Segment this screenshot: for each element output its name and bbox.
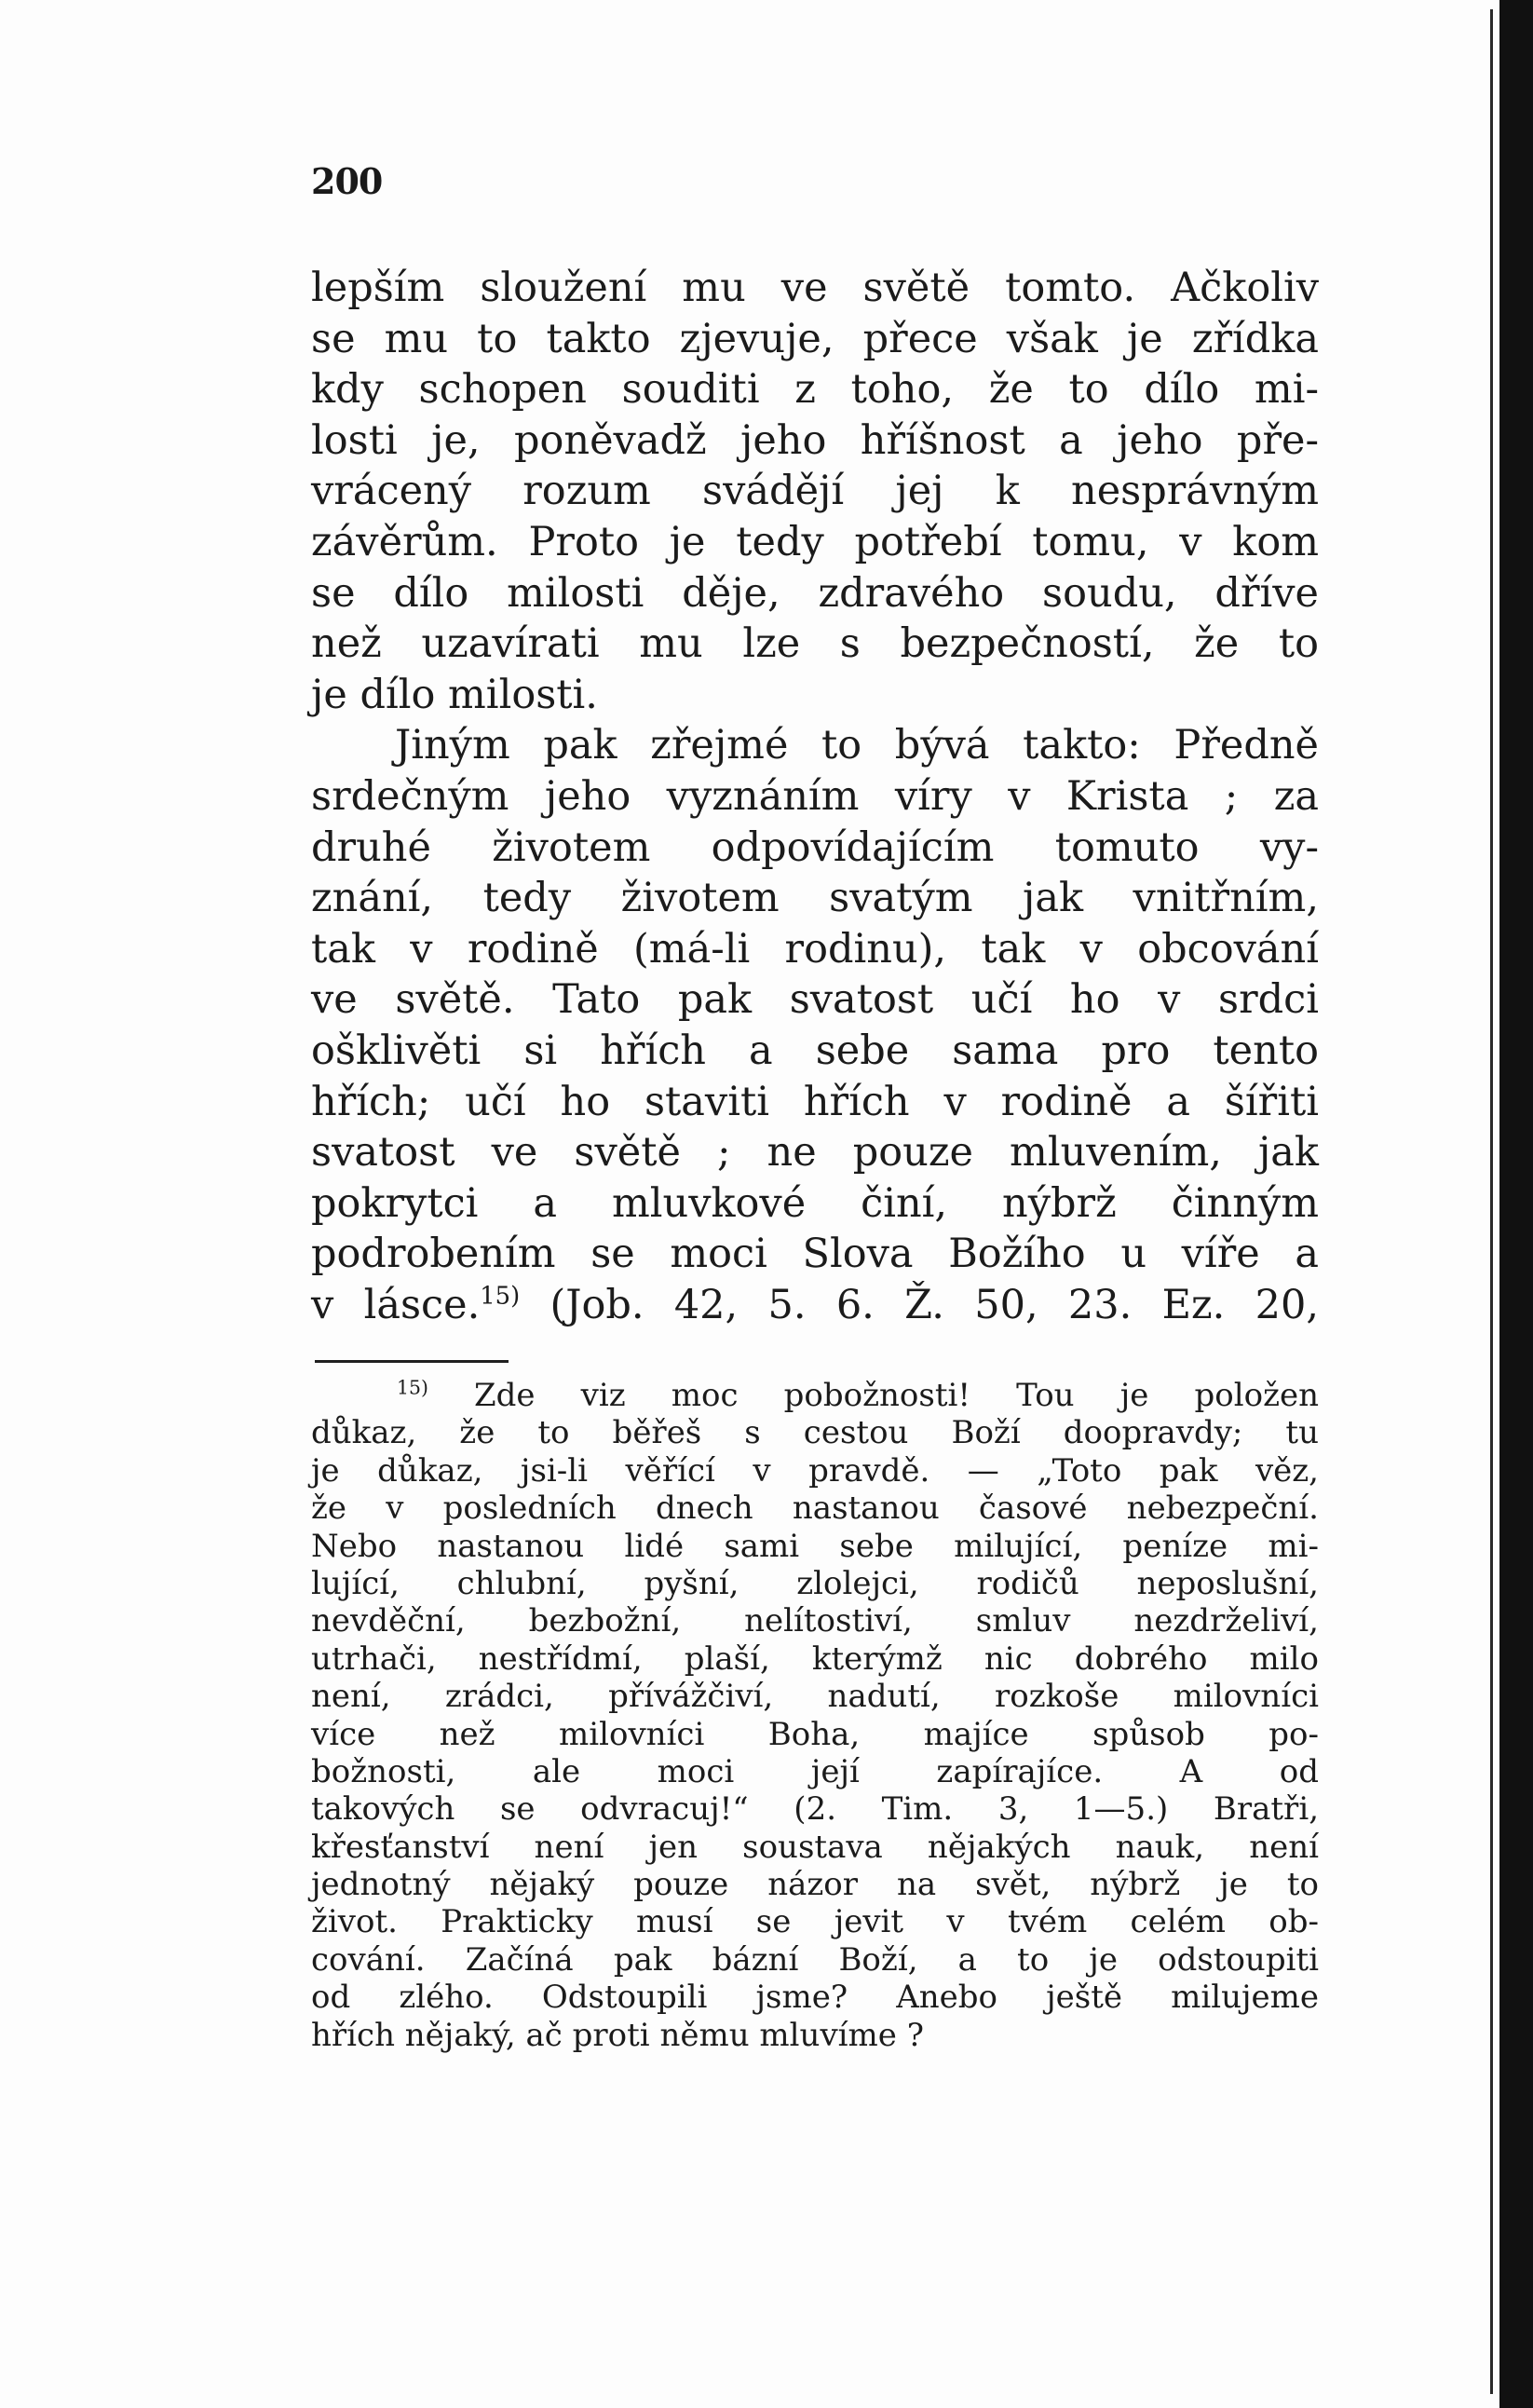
- text-line: se mu to takto zjevuje, přece však je zřídka: [311, 315, 1319, 362]
- footnote: [311, 1377, 1319, 2054]
- footnote-line: Nebo nastanou lidé sami sebe milující, peníze mi-: [311, 1527, 1319, 1565]
- text-line-with-footnote-ref: [311, 1280, 1319, 1331]
- text-line: svatost ve světě ; ne pouze mluvením, jak: [311, 1129, 1319, 1177]
- text-line: pokrytci a mluvkové činí, nýbrž činným: [311, 1179, 1319, 1227]
- footnote-line: nevděční, bezbožní, nelítostiví, smluv nezdrželiví,: [311, 1602, 1319, 1640]
- text-line: než uzavírati mu lze s bezpečností, že to: [311, 620, 1319, 668]
- footnote-line: důkaz, že to běřeš s cestou Boží doopravdy; tu: [311, 1414, 1319, 1452]
- text-line: Jiným pak zřejmé to bývá takto: Předně: [395, 722, 1319, 769]
- footnote-line: je důkaz, jsi-li věřící v pravdě. — „Toto pak věz,: [311, 1451, 1319, 1490]
- footnote-line: život. Prakticky musí se jevit v tvém celém ob-: [311, 1903, 1319, 1941]
- footnote-line: [311, 1377, 1319, 1414]
- text-fragment: v lásce.: [311, 1281, 481, 1328]
- text-fragment: (Job. 42, 5. 6. Ž. 50, 23. Ez. 20,: [549, 1281, 1319, 1328]
- text-line: se dílo milosti děje, zdravého soudu, dříve: [311, 569, 1319, 617]
- text-line: ošklivěti si hřích a sebe sama pro tento: [311, 1027, 1319, 1074]
- text-line: závěrům. Proto je tedy potřebí tomu, v kom: [311, 518, 1319, 565]
- footnote-line: lující, chlubní, pyšní, zlolejci, rodičů neposlušní,: [311, 1564, 1319, 1602]
- text-line: kdy schopen souditi z toho, že to dílo mi-: [311, 366, 1319, 414]
- footnote-line: že v posledních dnech nastanou časové nebezpeční.: [311, 1490, 1319, 1528]
- footnote-line: od zlého. Odstoupili jsme? Anebo ještě milujeme: [311, 1979, 1319, 2017]
- footnote-line: cování. Začíná pak bázní Boží, a to je odstoupiti: [311, 1940, 1319, 1979]
- text-line: podrobením se moci Slova Božího u víře a: [311, 1231, 1319, 1278]
- footnote-line: není, zrádci, přívážčiví, nadutí, rozkoše milovníci: [311, 1678, 1319, 1716]
- scan-edge-shadow: [1499, 0, 1533, 2408]
- text-line: vrácený rozum svádějí jej k nesprávným: [311, 468, 1319, 515]
- footnote-line: více než milovníci Boha, majíce spůsob po-: [311, 1715, 1319, 1753]
- text-line: je dílo milosti.: [311, 671, 598, 718]
- text-line: hřích; učí ho staviti hřích v rodině a šířiti: [311, 1078, 1319, 1125]
- text-fragment: Zde viz moc pobožnosti! Tou je položen: [474, 1377, 1319, 1414]
- footnote-line: božnosti, ale moci její zapírajíce. A od: [311, 1752, 1319, 1790]
- page-number: 200: [311, 160, 383, 202]
- footnote-line: utrhači, nestřídmí, plaší, kterýmž nic dobrého milo: [311, 1639, 1319, 1678]
- text-line: druhé životem odpovídajícím tomuto vy-: [311, 823, 1319, 871]
- footnote-line: hřích nějaký, ač proti němu mluvíme ?: [311, 2016, 924, 2054]
- text-line: ve světě. Tato pak svatost učí ho v srdci: [311, 976, 1319, 1024]
- text-line: lepším sloužení mu ve světě tomto. Ačkoliv: [311, 265, 1319, 311]
- text-line: losti je, poněvadž jeho hříšnost a jeho pře-: [311, 416, 1319, 464]
- footnote-line: takových se odvracuj!“ (2. Tim. 3, 1—5.) Bratři,: [311, 1790, 1319, 1829]
- text-line: tak v rodině (má-li rodinu), tak v obcování: [311, 925, 1319, 973]
- footnote-line: jednotný nějaký pouze názor na svět, nýbrž je to: [311, 1866, 1319, 1904]
- footnote-reference: 15): [480, 1282, 521, 1311]
- footnote-divider: [315, 1360, 509, 1363]
- footnote-line: křesťanství není jen soustava nějakých nauk, není: [311, 1828, 1319, 1866]
- page-edge-line: [1490, 9, 1493, 2394]
- footnote-marker: 15): [397, 1376, 428, 1399]
- text-line: srdečným jeho vyznáním víry v Krista ; za: [311, 772, 1319, 820]
- main-text: [311, 263, 1319, 1330]
- text-line: znání, tedy životem svatým jak vnitřním,: [311, 875, 1319, 922]
